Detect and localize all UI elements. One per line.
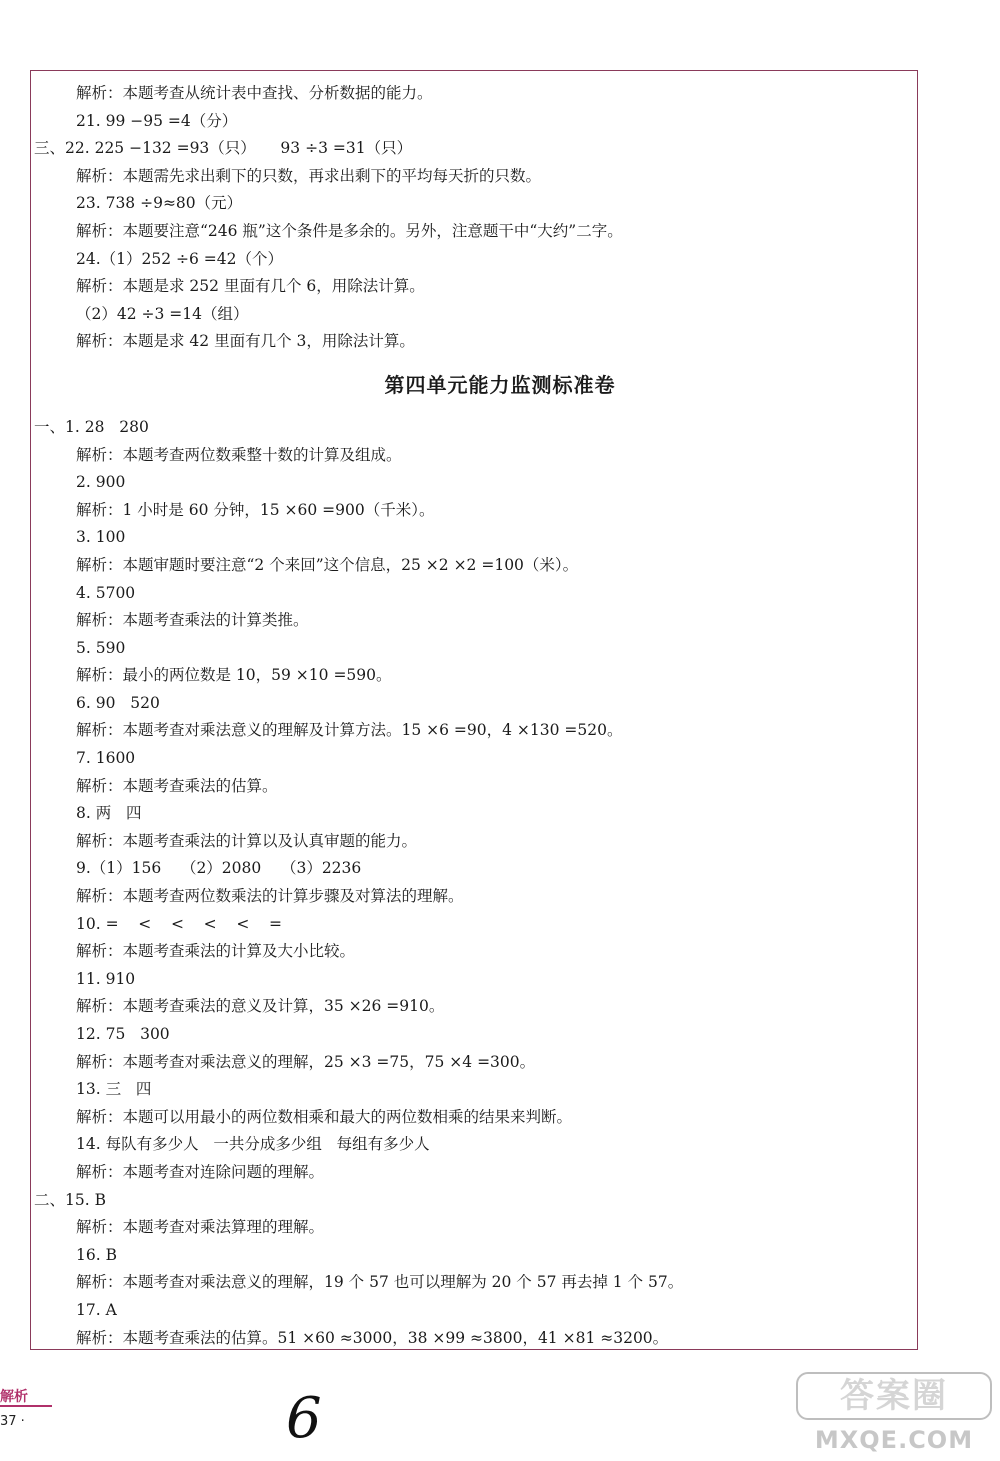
answer-line: 解析：本题审题时要注意“2 个来回”这个信息，25 ×2 ×2 =100（米）。 <box>76 555 579 574</box>
watermark-url: MXQE.COM <box>814 1426 974 1454</box>
answer-line: （2）42 ÷3 =14（组） <box>76 304 249 323</box>
answer-line: 解析：本题考查对乘法意义的理解，25 ×3 =75，75 ×4 =300。 <box>76 1052 536 1071</box>
answer-line: 三、22. 225 −132 =93（只） 93 ÷3 =31（只） <box>34 139 413 158</box>
answer-line: 解析：本题是求 42 里面有几个 3，用除法计算。 <box>76 332 415 351</box>
answer-line: 24.（1）252 ÷6 =42（个） <box>76 249 284 268</box>
answer-line: 解析：本题可以用最小的两位数相乘和最大的两位数相乘的结果来判断。 <box>76 1107 573 1126</box>
answer-line: 解析：本题考查乘法的计算及大小比较。 <box>76 942 356 961</box>
answer-line: 解析：本题考查乘法的意义及计算，35 ×26 =910。 <box>76 997 445 1016</box>
answer-line: 3. 100 <box>76 528 126 547</box>
answer-line: 解析：本题考查对乘法意义的理解，19 个 57 也可以理解为 20 个 57 再去掉 1 个 57。 <box>76 1273 684 1292</box>
answer-line: 解析：本题考查两位数乘法的计算步骤及对算法的理解。 <box>76 887 464 906</box>
answer-line: 解析：最小的两位数是 10，59 ×10 =590。 <box>76 666 392 685</box>
answer-line: 21. 99 −95 =4（分） <box>76 111 238 130</box>
answer-line: 5. 590 <box>76 638 126 657</box>
answer-line: 解析：本题考查两位数乘整十数的计算及组成。 <box>76 445 402 464</box>
footer-section-label: 解析 <box>0 1389 28 1405</box>
answer-line: 解析：本题是求 252 里面有几个 6，用除法计算。 <box>76 277 425 296</box>
answer-line: 解析：本题需先求出剩下的只数，再求出剩下的平均每天折的只数。 <box>76 166 542 185</box>
answer-line: 17. A <box>76 1300 117 1319</box>
answer-line: 23. 738 ÷9≈80（元） <box>76 194 243 213</box>
answer-line: 2. 900 <box>76 473 126 492</box>
answer-line: 8. 两 四 <box>76 804 142 823</box>
answer-line: 解析：本题考查对连除问题的理解。 <box>76 1162 325 1181</box>
answer-line: 14. 每队有多少人 一共分成多少组 每组有多少人 <box>76 1135 430 1154</box>
answer-line: 7. 1600 <box>76 749 136 768</box>
section-title: 第四单元能力监测标准卷 <box>384 372 616 397</box>
answer-line: 10. = < < < < = <box>76 914 283 933</box>
watermark-badge: 答案圈 <box>796 1372 992 1420</box>
answer-line: 一、1. 28 280 <box>34 417 149 436</box>
answer-line: 6. 90 520 <box>76 693 160 712</box>
footer-rule <box>0 1405 52 1407</box>
answer-line: 4. 5700 <box>76 583 136 602</box>
answer-line: 11. 910 <box>76 969 136 988</box>
answer-lines <box>0 80 1000 1352</box>
page-number: 37 · <box>0 1414 25 1429</box>
answer-line: 9.（1）156 （2）2080 （3）2236 <box>76 859 362 878</box>
answer-line: 解析：本题考查乘法的估算。51 ×60 ≈3000，38 ×99 ≈3800，41 ×81 ≈3200。 <box>76 1328 669 1347</box>
answer-line: 解析：本题考查从统计表中查找、分析数据的能力。 <box>76 84 433 102</box>
answer-line: 解析：本题考查对乘法意义的理解及计算方法。15 ×6 =90，4 ×130 =520。 <box>76 721 623 740</box>
answer-line: 解析：本题要注意“246 瓶”这个条件是多余的。另外，注意题干中“大约”二字。 <box>76 221 623 240</box>
answer-line: 二、15. B <box>34 1190 106 1209</box>
answer-line: 解析：本题考查对乘法算理的理解。 <box>76 1218 325 1237</box>
handwritten-mark: 6 <box>286 1386 322 1451</box>
answer-line: 解析：1 小时是 60 分钟，15 ×60 =900（千米）。 <box>76 500 435 519</box>
answer-line: 12. 75 300 <box>76 1025 170 1043</box>
answer-line: 13. 三 四 <box>76 1080 152 1099</box>
answer-line: 16. B <box>76 1245 117 1264</box>
answer-line: 解析：本题考查乘法的估算。 <box>76 776 278 795</box>
answer-line: 解析：本题考查乘法的计算以及认真审题的能力。 <box>76 831 418 850</box>
watermark <box>790 1366 1000 1461</box>
answer-line: 解析：本题考查乘法的计算类推。 <box>76 611 309 630</box>
